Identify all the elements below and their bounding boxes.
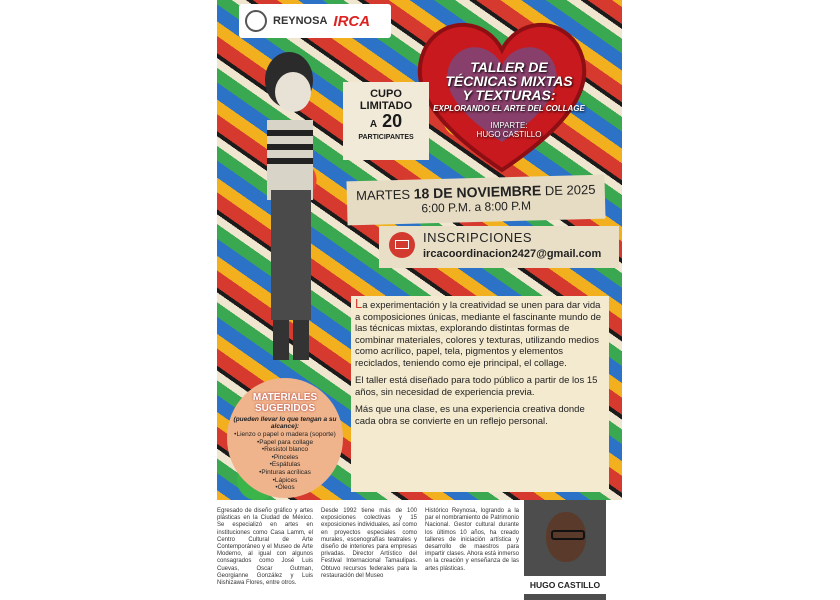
bio-column-2: Desde 1992 tiene más de 100 exposiciones colectivas y 15 exposiciones individuales, así como en proyectos especiales como murales, escenografías teatrales y diseño de interiores para empresas privadas. Director Artístico del Festival Internacional Tamaulipas. Obtuvo recursos federales para la restauración del Museo xyxy=(321,508,417,579)
event-poster xyxy=(217,0,622,600)
description-panel xyxy=(351,296,609,492)
registration-box xyxy=(379,226,619,268)
capacity-badge xyxy=(343,82,429,160)
instructor-photo xyxy=(524,500,606,600)
list-item: •Óleos xyxy=(275,484,295,492)
reynosa-seal-icon xyxy=(245,10,267,32)
list-item: •Lápices xyxy=(272,476,298,484)
list-item: •Pinceles xyxy=(271,453,299,461)
list-item: •Pinturas acrílicas xyxy=(259,468,311,476)
list-item: •Espátulas xyxy=(269,461,301,469)
date-line: MARTES 18 DE NOVIEMBRE DE 2025 xyxy=(355,181,596,204)
materials-hint: (pueden llevar lo que tengan a su alcance): xyxy=(233,416,337,430)
title-subtitle: EXPLORANDO EL ARTE DEL COLLAGE xyxy=(433,104,585,113)
list-item: •Papel para collage xyxy=(256,438,314,446)
description-paragraph-3: Más que una clase, es una experiencia creativa donde cada obra se convierte en un reflejo personal. xyxy=(355,404,585,427)
bio-column-1: Egresado de diseño gráfico y artes plásticas en la Ciudad de México. Se especializó en artes en instituciones como Casa Lamm, el Centro Cultural de Arte Contemporáneo y el Museo de Arte Moderno, al igual con algunos consagrados como José Luis Cuevas, Oscar Gutman, Georgianne González y Luis Nishizawa Flores, entre otros. xyxy=(217,508,313,587)
title-line-1: TALLER DE xyxy=(470,59,548,75)
participantes-label: PARTICIPANTES xyxy=(358,134,414,141)
irca-logo: IRCA xyxy=(333,12,371,30)
limitado-label: LIMITADO xyxy=(359,100,413,112)
title-line-2: TÉCNICAS MIXTAS xyxy=(445,73,573,89)
event-date xyxy=(346,175,605,226)
reynosa-logo: REYNOSA xyxy=(273,15,328,27)
sponsor-logos xyxy=(239,4,391,38)
inscripciones-label: INSCRIPCIONES xyxy=(423,230,533,245)
imparte-label: IMPARTE: xyxy=(490,121,528,130)
description-paragraph-1: La experimentación y la creatividad se unen para dar vida a composiciones únicas, mediante el fascinante mundo de las técnicas mixtas, explorando distintas formas de combinar materiales, colores y texturas, utilizando medios como acrílico, papel, tela, pigmentos y elementos reciclados, teniendo como eje principal, el collage. xyxy=(355,296,602,369)
cupo-label: CUPO xyxy=(370,88,402,100)
list-item: •Resistol blanco xyxy=(261,446,309,454)
time-line: 6:00 P.M. a 8:00 P.M xyxy=(421,198,532,216)
description-paragraph-2: El taller está diseñado para todo público a partir de los 15 años, sin necesidad de experiencia previa. xyxy=(355,375,598,398)
mail-icon xyxy=(389,232,415,258)
materials-list xyxy=(227,431,343,492)
title-line-3: Y TEXTURAS: xyxy=(462,87,556,103)
photo-caption: HUGO CASTILLO xyxy=(524,576,606,594)
instructor-name: HUGO CASTILLO xyxy=(476,130,542,139)
capacity-number: A 20 xyxy=(369,111,403,131)
list-item: •Lienzo o papel o madera (soporte) xyxy=(234,431,336,438)
boy-illustration xyxy=(247,40,327,370)
glasses-icon xyxy=(551,530,585,540)
workshop-title xyxy=(429,60,589,139)
materials-circle xyxy=(227,378,343,498)
materials-title-2: SUGERIDOS xyxy=(254,403,315,414)
bio-column-3: Histórico Reynosa, logrando a la par el nombramiento de Patrimonio Nacional. Gestor cultural durante los últimos 10 años, ha creado talleres de iniciación artística y desarrollo de maestros para impartir clases. Ahora está inmerso en la creación y enseñanza de las artes plásticas. xyxy=(425,508,519,572)
materials-title-1: MATERIALES xyxy=(252,392,318,403)
registration-email[interactable]: ircacoordinacion2427@gmail.com xyxy=(423,248,602,260)
